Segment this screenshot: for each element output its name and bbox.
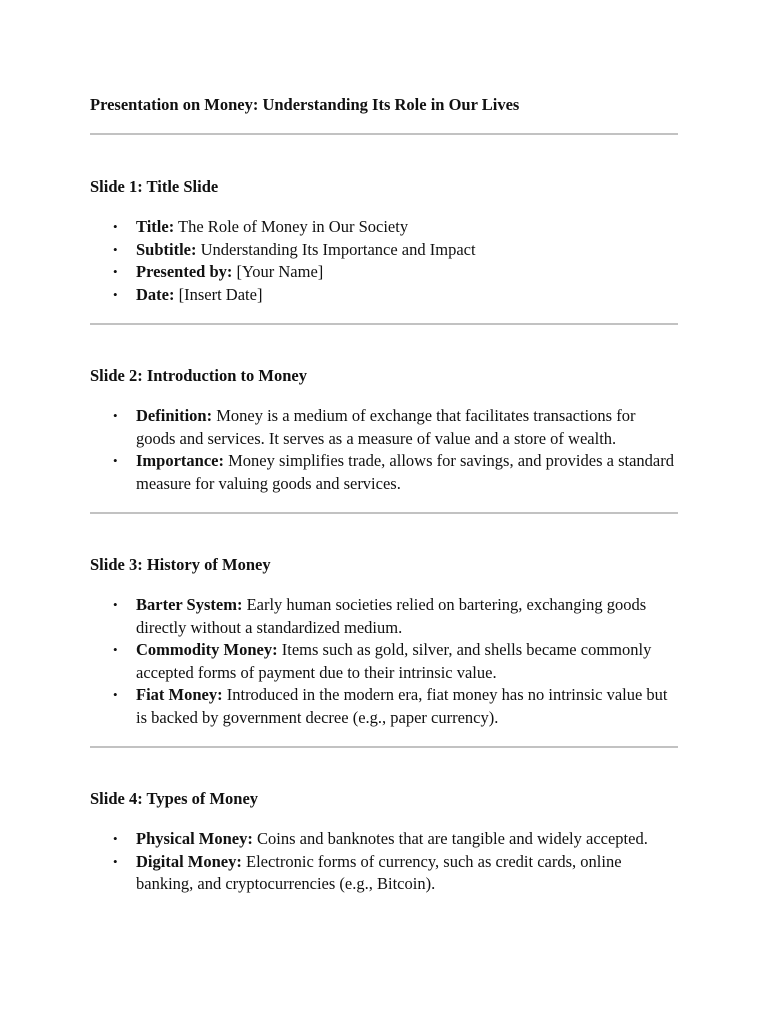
item-text: Electronic forms of currency, such as credit cards, online banking, and cryptocurrencies (e.g., Bitcoin).: [136, 851, 622, 893]
section-divider: [90, 512, 678, 514]
list-item: [113, 639, 678, 684]
slide-heading: Slide 4: Types of Money: [90, 789, 259, 808]
item-label: Commodity Money:: [136, 640, 278, 659]
list-item: [113, 261, 636, 284]
bullet-icon: •: [113, 453, 118, 468]
bullet-icon: •: [113, 642, 118, 657]
bullet-list: [90, 594, 678, 729]
item-text: Money is a medium of exchange that facilitates transactions for goods and services. It serves as a measure of value and a store of wealth.: [136, 406, 636, 448]
item-label: Subtitle:: [136, 239, 197, 259]
section-divider: [90, 746, 678, 748]
item-label: Definition:: [136, 406, 213, 425]
list-item: [113, 594, 678, 639]
slide-heading: Slide 1: Title Slide: [90, 177, 219, 196]
item-label: Presented by:: [136, 262, 233, 281]
item-text: The Role of Money in Our Society: [178, 217, 409, 236]
document-title: Presentation on Money: Understanding Its Role in Our Lives: [90, 95, 520, 114]
item-text: Items such as gold, silver, and shells became commonly accepted forms of payment due to their intrinsic value.: [136, 640, 652, 682]
item-text: [Your Name]: [236, 262, 324, 281]
item-text: Coins and banknotes that are tangible and widely accepted.: [257, 829, 648, 848]
slide-section-2: [90, 365, 678, 495]
list-item: [113, 284, 636, 307]
section-divider: [90, 323, 678, 325]
slide-section-4: [90, 788, 678, 896]
list-item: [113, 684, 678, 729]
bullet-icon: •: [113, 408, 118, 423]
section-divider: [90, 133, 678, 135]
list-item: [113, 450, 676, 495]
list-item: [113, 828, 656, 851]
bullet-list: [90, 405, 676, 495]
item-label: Date:: [136, 284, 175, 304]
bullet-list: [90, 828, 656, 896]
item-label: Physical Money:: [136, 829, 253, 848]
bullet-icon: •: [113, 597, 118, 612]
bullet-icon: •: [113, 831, 118, 846]
item-text: Introduced in the modern era, fiat money has no intrinsic value but is backed by government decree (e.g., paper currency).: [136, 685, 668, 727]
slide-heading: Slide 2: Introduction to Money: [90, 366, 307, 385]
item-label: Digital Money:: [136, 851, 242, 871]
item-text: Money simplifies trade, allows for savings, and provides a standard measure for valuing goods and services.: [136, 451, 674, 493]
item-label: Barter System:: [136, 595, 243, 614]
bullet-icon: •: [113, 286, 118, 302]
bullet-icon: •: [113, 264, 118, 279]
list-item: [113, 405, 676, 450]
list-item: [113, 216, 636, 239]
slide-heading: Slide 3: History of Money: [90, 555, 271, 574]
slide-section-3: [90, 554, 678, 729]
item-text: Understanding Its Importance and Impact: [200, 239, 476, 259]
bullet-icon: •: [113, 853, 118, 869]
list-item: [113, 851, 656, 896]
item-text: Early human societies relied on bartering, exchanging goods directly without a standardized medium.: [136, 595, 647, 637]
item-label: Importance:: [136, 451, 224, 470]
slide-section-1: [90, 176, 678, 306]
bullet-icon: •: [113, 241, 118, 257]
item-label: Title:: [136, 217, 175, 236]
bullet-icon: •: [113, 687, 118, 702]
list-item: [113, 239, 636, 262]
item-text: [Insert Date]: [178, 284, 263, 304]
item-label: Fiat Money:: [136, 685, 223, 704]
bullet-list: [90, 216, 636, 306]
bullet-icon: •: [113, 219, 118, 234]
